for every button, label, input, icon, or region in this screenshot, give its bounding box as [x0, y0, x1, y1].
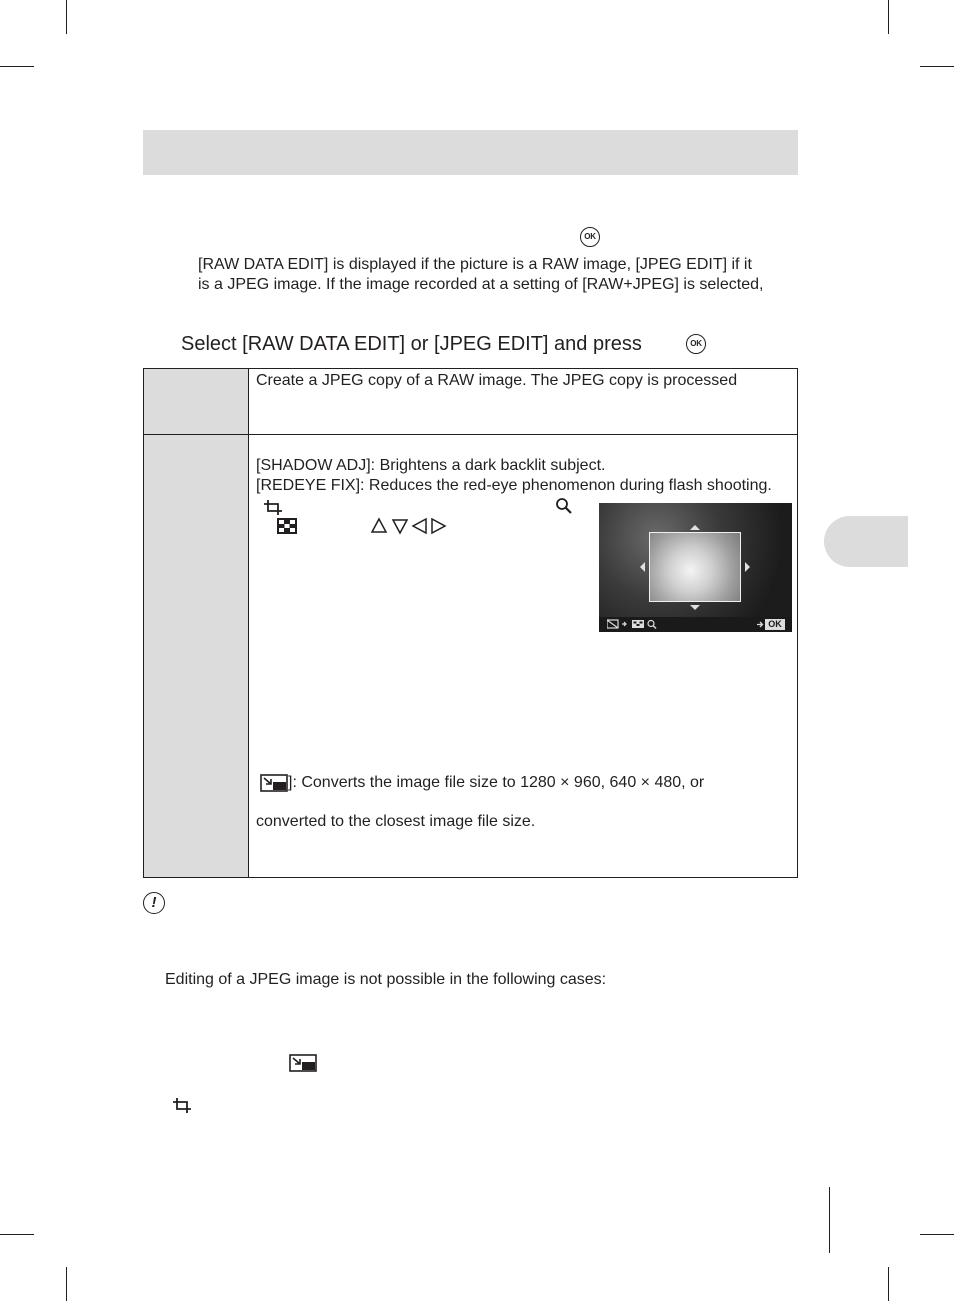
arrow-left-icon: [640, 562, 645, 572]
step-instruction: Select [RAW DATA EDIT] or [JPEG EDIT] and press: [181, 333, 642, 355]
arrow-pad-icon: [371, 517, 447, 535]
arrow-right-icon: [745, 562, 750, 572]
preview-confirm-arrow-icon: [756, 620, 764, 629]
resize-description-line-2: converted to the closest image file size.: [256, 813, 536, 830]
shadow-adj-description: [SHADOW ADJ]: Brightens a dark backlit subject.: [256, 457, 606, 474]
intro-line-1: [RAW DATA EDIT] is displayed if the picture is a RAW image, [JPEG EDIT] if it: [198, 256, 752, 273]
page-divider: [829, 1187, 830, 1253]
crop-mark: [66, 0, 67, 34]
crop-mark: [0, 66, 34, 67]
trim-icon: [262, 498, 284, 516]
ok-button-icon: OK: [580, 227, 600, 247]
trim-frame: [649, 532, 741, 602]
caution-icon: !: [143, 892, 165, 914]
section-header-bar: [143, 130, 798, 175]
redeye-fix-description: [REDEYE FIX]: Reduces the red-eye phenomenon during flash shooting.: [256, 477, 772, 494]
preview-status-bar: [599, 617, 792, 632]
resize-icon: [260, 774, 288, 792]
preview-controls-icon: [607, 619, 661, 630]
crop-mark: [920, 66, 954, 67]
crop-mark: [888, 1267, 889, 1301]
crop-mark: [66, 1267, 67, 1301]
table-label-column: [144, 369, 249, 877]
trim-preview-screen: [599, 503, 792, 632]
resize-icon: [289, 1054, 317, 1072]
arrow-down-icon: [690, 605, 700, 610]
jpeg-edit-restriction-note: Editing of a JPEG image is not possible in the following cases:: [165, 971, 607, 988]
trim-icon: [171, 1096, 193, 1114]
table-row-divider: [144, 434, 797, 435]
arrow-up-icon: [690, 525, 700, 530]
crop-mark: [0, 1234, 34, 1235]
crop-mark: [920, 1234, 954, 1235]
crop-mark: [888, 0, 889, 34]
ok-button-icon: OK: [686, 334, 706, 354]
raw-edit-description: Create a JPEG copy of a RAW image. The JPEG copy is processed: [256, 372, 738, 389]
index-view-icon: [277, 518, 297, 534]
preview-ok-label: OK: [765, 619, 785, 630]
chapter-tab: [824, 516, 908, 567]
intro-line-2: is a JPEG image. If the image recorded at a setting of [RAW+JPEG] is selected,: [198, 276, 764, 293]
resize-description-line-1: ]: Converts the image file size to 1280 × 960, 640 × 480, or: [288, 774, 705, 791]
magnify-icon: [555, 497, 573, 515]
